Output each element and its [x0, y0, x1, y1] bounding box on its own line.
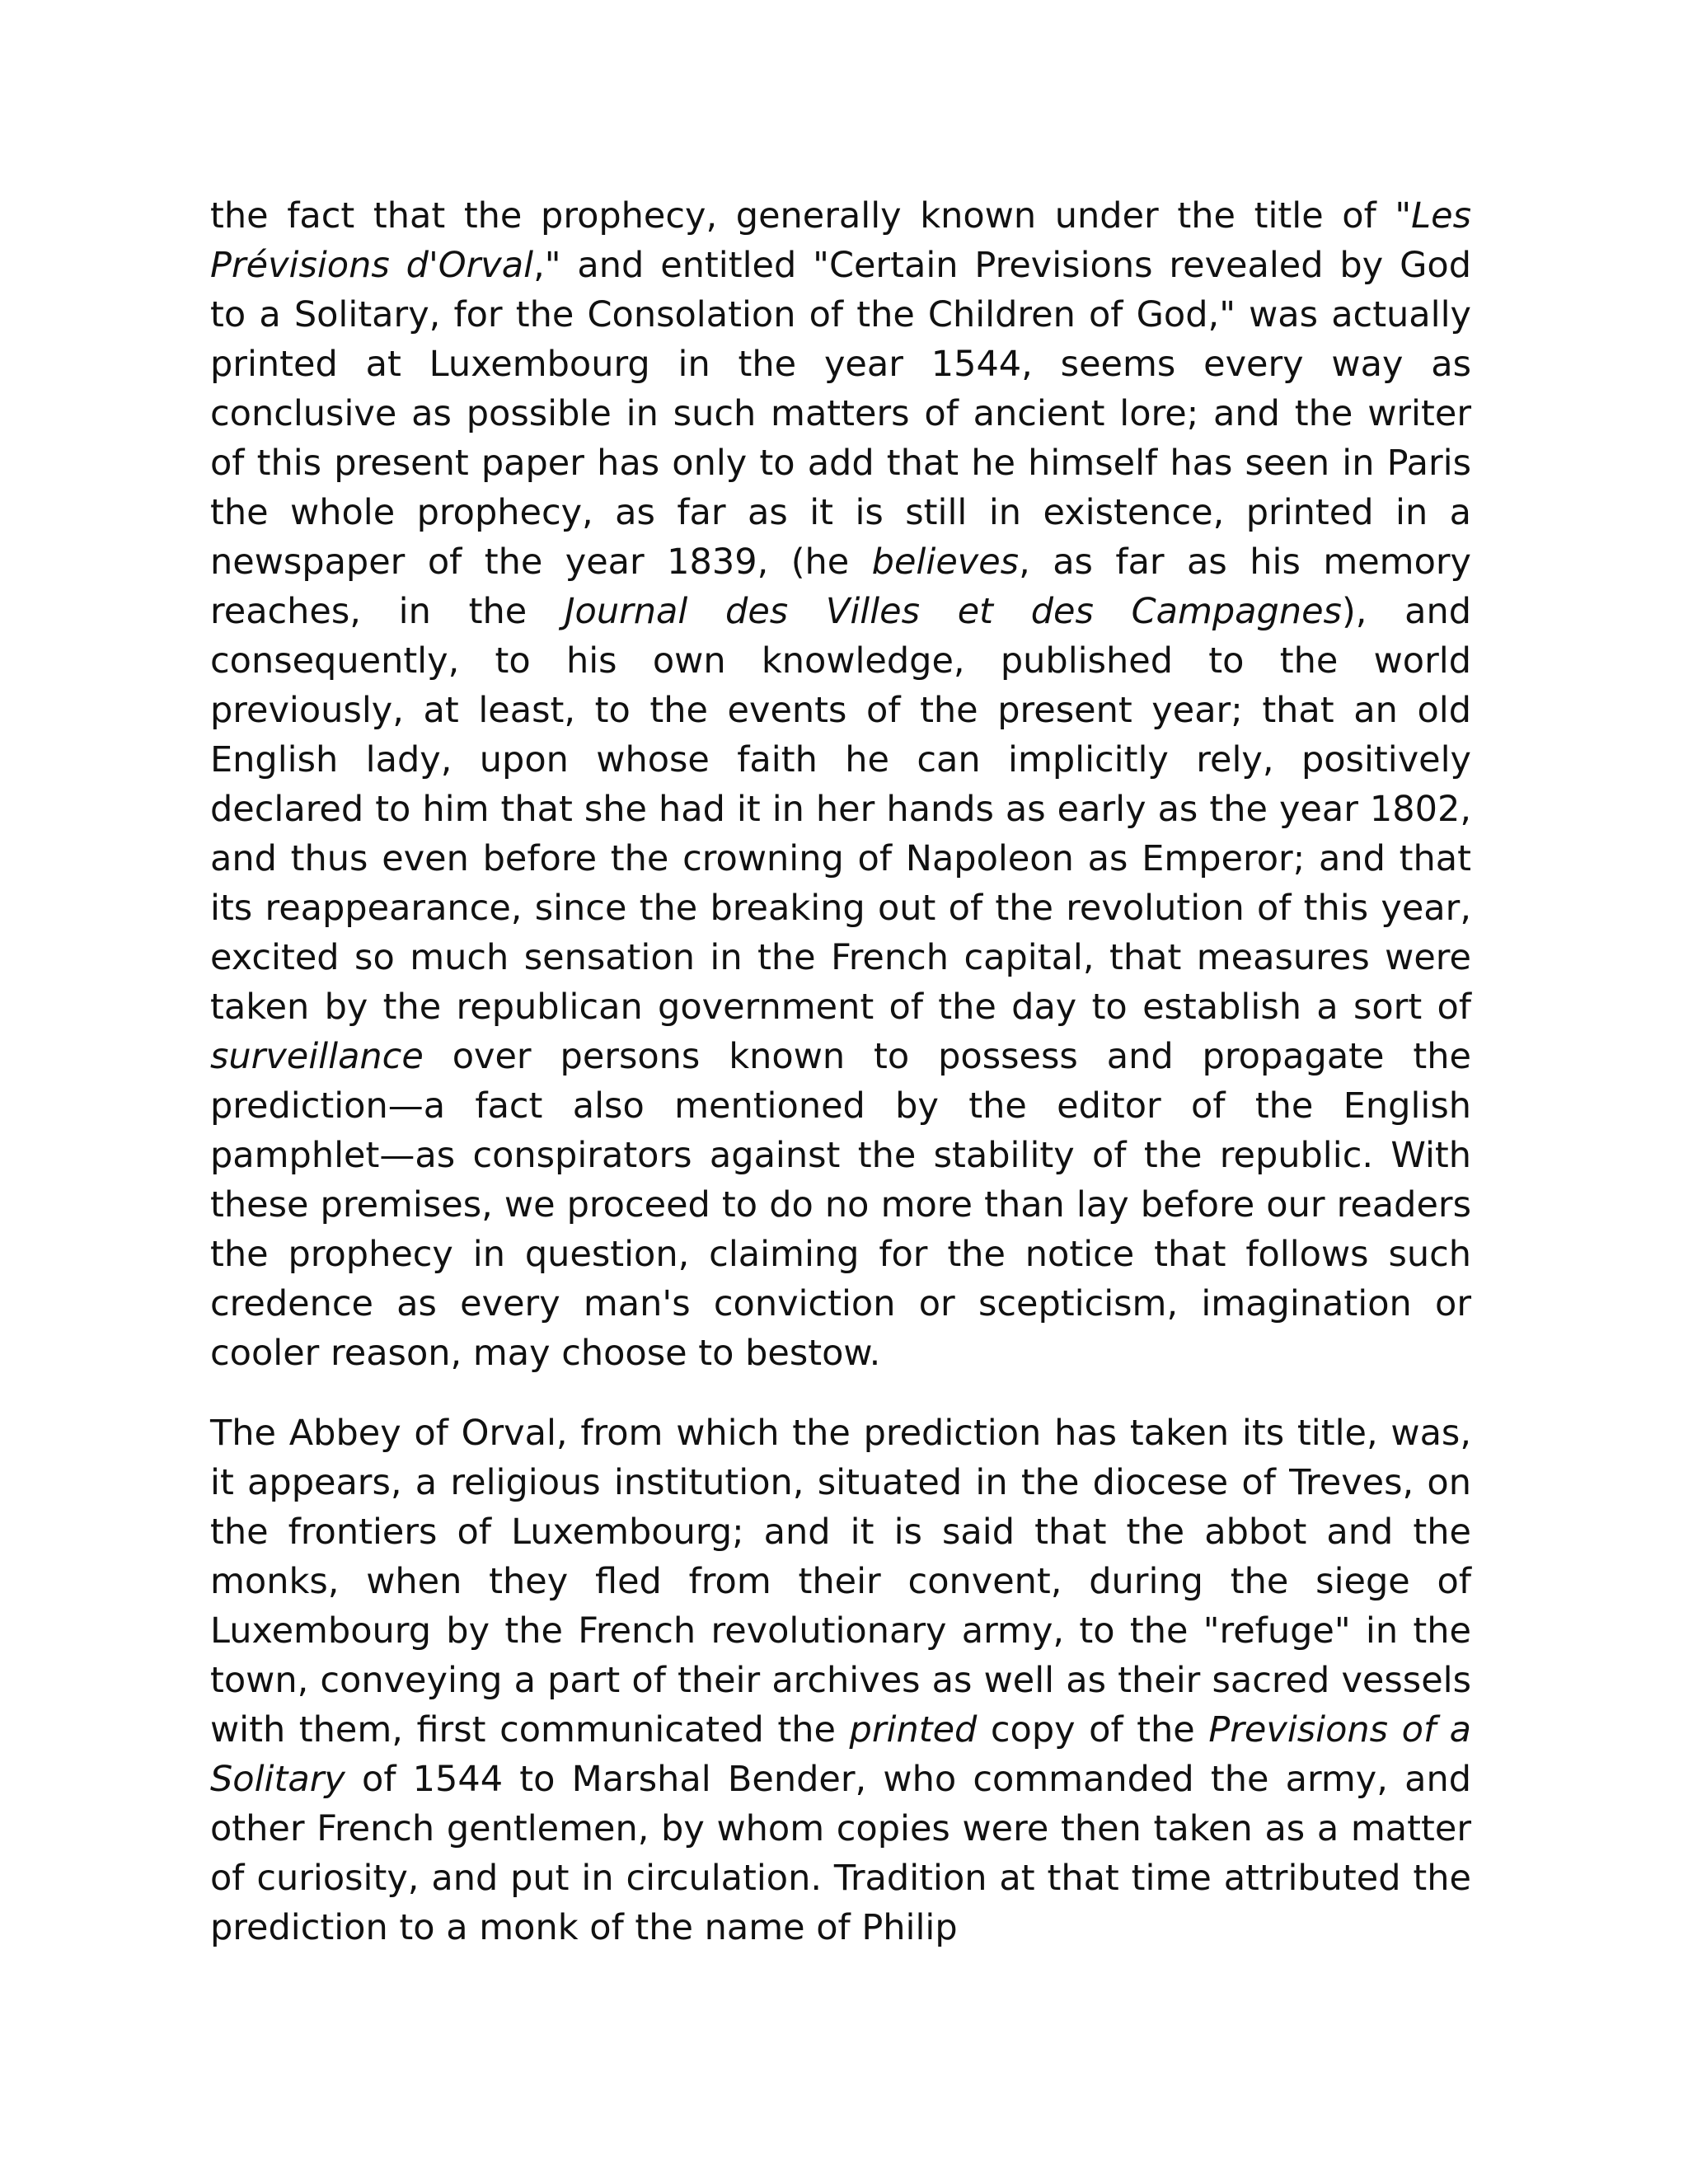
text-run: over persons known to possess and propagate the prediction—a fact also mentioned by the editor of the English pamphlet—as conspirators against the stability of the republic. With these premises, we proceed to do no more than lay before our readers the prophecy in question, claiming for the notice that follows such credence as every man's conviction or scepticism, imagination or cooler reason, may choose to bestow. [210, 1036, 1471, 1374]
italic-journal-title: Journal des Villes et des Campagnes [564, 591, 1342, 632]
text-run: The Abbey of Orval, from which the prediction has taken its title, was, it appears, a religious institution, situated in the diocese of Treves, on the frontiers of Luxembourg; and it is said that the abbot and the monks, when they fled from their convent, during the siege of Luxembourg by the French revolutionary army, to the "refuge" in the town, conveying a part of their archives as well as their sacred vessels with them, first communicated the [210, 1413, 1471, 1750]
italic-title-previsions-dorval: Les Prévisions d'Orval [210, 195, 1471, 286]
text-run: ), and consequently, to his own knowledge, published to the world previously, at least, to the events of the present year; that an old English lady, upon whose faith he can implicitly rely, positively declared to him that she had it in her hands as early as the year 1802, and thus even before the crowning of Napoleon as Emperor; and that its reappearance, since the breaking out of the revolution of this year, excited so much sensation in the French capital, that measures were taken by the republican government of the day to establish a sort of [210, 591, 1471, 1028]
italic-printed: printed [849, 1709, 978, 1750]
italic-previsions-of-a-solitary: Previsions of a Solitary [210, 1709, 1472, 1800]
text-run: the fact that the prophecy, generally known under the title of " [210, 195, 1412, 237]
italic-believes: believes [871, 541, 1020, 583]
paragraph-prophecy-provenance [210, 191, 1471, 1378]
italic-surveillance: surveillance [210, 1036, 424, 1077]
text-run: of 1544 to Marshal Bender, who commanded the army, and other French gentlemen, by whom copies were then taken as a matter of curiosity, and put in circulation. Tradition at that time attributed the prediction to a monk of the name of Philip [210, 1759, 1471, 1948]
text-run: ," and entitled "Certain Previsions revealed by God to a Solitary, for the Consolation of the Children of God," was actually printed at Luxembourg in the year 1544, seems every way as conclusive as possible in such matters of ancient lore; and the writer of this present paper has only to add that he himself has seen in Paris the whole prophecy, as far as it is still in existence, printed in a newspaper of the year 1839, (he [210, 245, 1471, 583]
paragraph-abbey-of-orval [210, 1408, 1471, 1952]
text-run: , as far as his memory reaches, in the [210, 541, 1471, 632]
text-run: copy of the [977, 1709, 1209, 1750]
document-page [210, 191, 1471, 1952]
